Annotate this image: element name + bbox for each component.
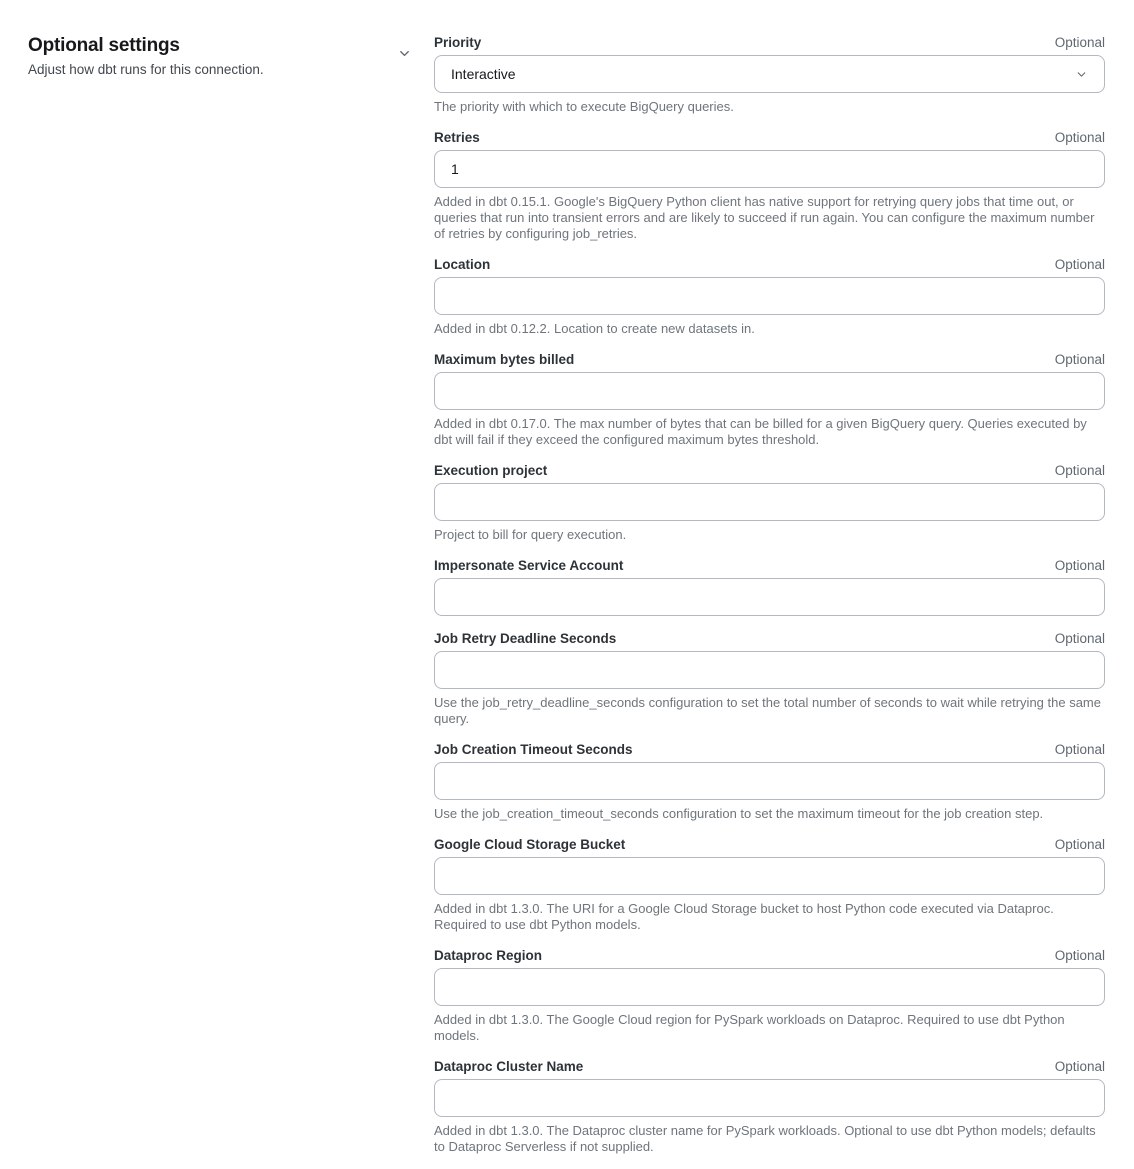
field-head [434,256,1105,273]
optional-badge: Optional [1054,837,1105,852]
field-help: Use the job_creation_timeout_seconds configuration to set the maximum timeout for the job creation step. [434,806,1044,821]
field-label: Dataproc Region [434,948,543,963]
field-head [434,836,1105,853]
optional-badge: Optional [1054,948,1105,963]
chevron-down-icon [397,49,412,64]
field-label: Job Retry Deadline Seconds [434,631,617,646]
field-help: Added in dbt 1.3.0. The Dataproc cluster name for PySpark workloads. Optional to use dbt Python models; defaults to Dataproc Serverless if not supplied. [434,1123,1096,1154]
google-cloud-storage-bucket-input[interactable] [434,857,1105,895]
optional-badge: Optional [1054,130,1105,145]
field-help: Added in dbt 1.3.0. The Google Cloud region for PySpark workloads on Dataproc. Required to use dbt Python models. [434,1012,1065,1043]
impersonate-service-account-field [434,557,1105,616]
field-help: Added in dbt 0.12.2. Location to create new datasets in. [434,321,755,336]
execution-project-field [434,462,1105,543]
google-cloud-storage-bucket-field [434,836,1105,933]
field-help: Project to bill for query execution. [434,527,627,542]
page-title: Optional settings [28,35,180,56]
job-creation-timeout-seconds-input[interactable] [434,762,1105,800]
location-input[interactable] [434,277,1105,315]
field-label: Priority [434,35,482,50]
field-head [434,462,1105,479]
field-head [434,129,1105,146]
maximum-bytes-billed-field [434,351,1105,448]
optional-badge: Optional [1054,257,1105,272]
field-label: Dataproc Cluster Name [434,1059,584,1074]
section-subtitle: Adjust how dbt runs for this connection. [28,62,264,77]
field-head [434,947,1105,964]
priority-select[interactable] [434,55,1105,93]
field-label: Job Creation Timeout Seconds [434,742,633,757]
field-head [434,741,1105,758]
job-creation-timeout-seconds-field [434,741,1105,822]
field-help: Added in dbt 1.3.0. The URI for a Google Cloud Storage bucket to host Python code executed via Dataproc. Required to use dbt Python models. [434,901,1054,932]
optional-badge: Optional [1054,631,1105,646]
field-head [434,34,1105,51]
field-head [434,557,1105,574]
retries-input[interactable] [434,150,1105,188]
dataproc-cluster-name-field [434,1058,1105,1155]
field-label: Retries [434,130,480,145]
optional-badge: Optional [1054,742,1105,757]
field-label: Location [434,257,491,272]
impersonate-service-account-input[interactable] [434,578,1105,616]
select-value: Interactive [451,66,516,82]
section-header [0,34,434,78]
optional-badge: Optional [1054,463,1105,478]
dataproc-region-field [434,947,1105,1044]
optional-badge: Optional [1054,352,1105,367]
field-head [434,630,1105,647]
field-head [434,1058,1105,1075]
chevron-down-icon [1075,68,1088,81]
field-label: Execution project [434,463,548,478]
fields-container [434,34,1105,1155]
dataproc-cluster-name-input[interactable] [434,1079,1105,1117]
field-help: Use the job_retry_deadline_seconds configuration to set the total number of seconds to wait while retrying the same query. [434,695,1101,726]
job-retry-deadline-seconds-field [434,630,1105,727]
job-retry-deadline-seconds-input[interactable] [434,651,1105,689]
field-label: Impersonate Service Account [434,558,624,573]
field-help: Added in dbt 0.17.0. The max number of bytes that can be billed for a given BigQuery query. Queries executed by dbt will fail if they exceed the configured maximum bytes threshold. [434,416,1087,447]
field-help: The priority with which to execute BigQuery queries. [434,99,734,114]
field-label: Maximum bytes billed [434,352,575,367]
location-field [434,256,1105,337]
section-collapse-button[interactable] [397,46,412,61]
field-label: Google Cloud Storage Bucket [434,837,626,852]
retries-field [434,129,1105,242]
section-header-text [28,34,264,78]
field-help: Added in dbt 0.15.1. Google's BigQuery Python client has native support for retrying query jobs that time out, or queries that run into transient errors and are likely to succeed if run again. You can configure the maximum number of retries by configuring job_retries. [434,194,1095,241]
optional-badge: Optional [1054,1059,1105,1074]
maximum-bytes-billed-input[interactable] [434,372,1105,410]
execution-project-input[interactable] [434,483,1105,521]
optional-badge: Optional [1054,558,1105,573]
priority-field [434,34,1105,115]
optional-badge: Optional [1054,35,1105,50]
dataproc-region-input[interactable] [434,968,1105,1006]
field-head [434,351,1105,368]
settings-form [434,34,1134,1169]
